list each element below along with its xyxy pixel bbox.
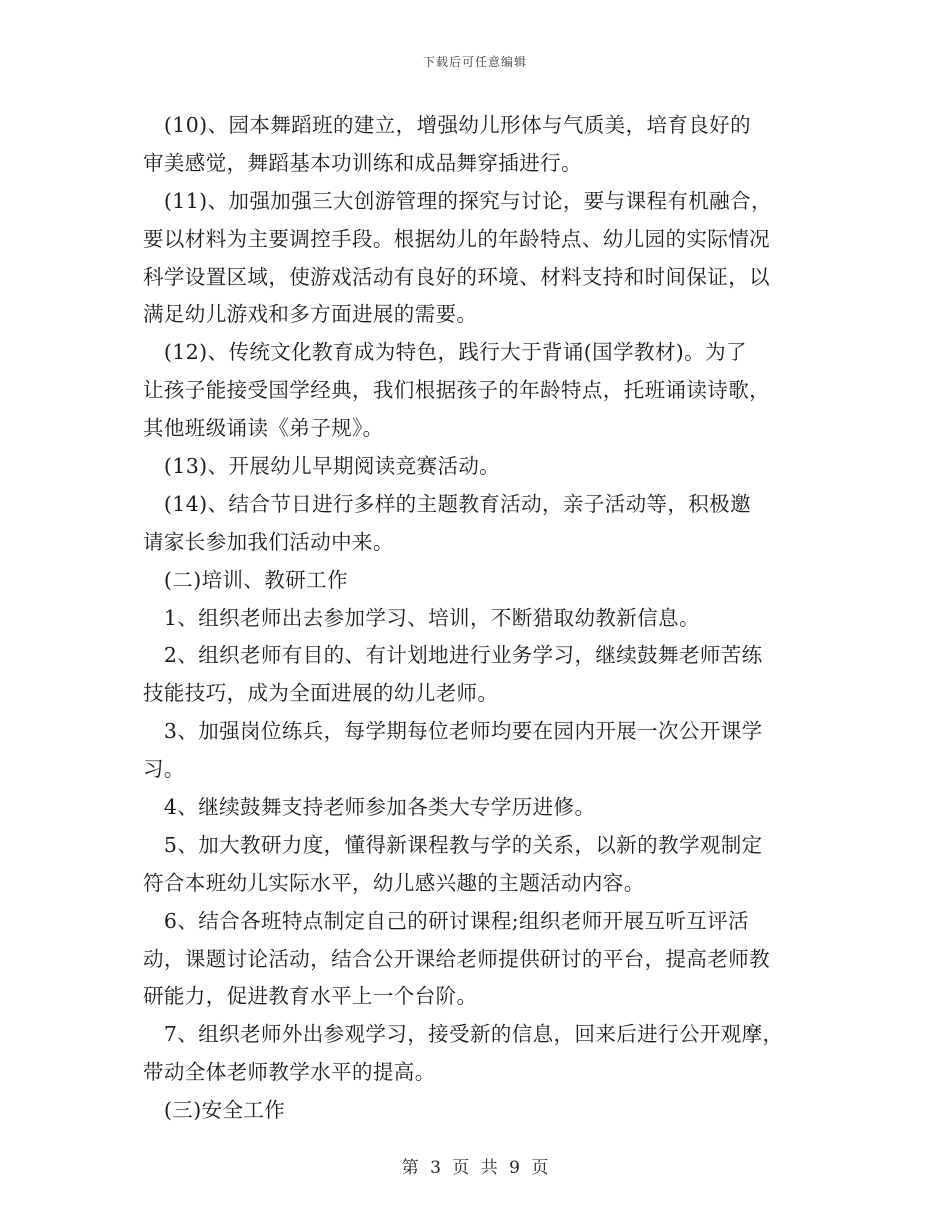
text-line: 习。 <box>143 757 185 782</box>
text-line: 其他班级诵读《弟子规》。 <box>143 416 384 441</box>
text-line: 7、组织老师外出参观学习，接受新的信息，回来后进行公开观摩， <box>143 1022 784 1047</box>
text-line: 要以材料为主要调控手段。根据幼儿的年龄特点、幼儿园的实际情况 <box>143 226 770 251</box>
text-line: 研能力，促进教育水平上一个台阶。 <box>143 984 478 1009</box>
text-line: 满足幼儿游戏和多方面进展的需要。 <box>143 302 478 327</box>
text-line: 1、组织老师出去参加学习、培训，不断猎取幼教新信息。 <box>143 605 700 630</box>
text-line: 5、加大教研力度，懂得新课程教与学的关系，以新的教学观制定 <box>143 832 763 857</box>
text-line: 2、组织老师有目的、有计划地进行业务学习，继续鼓舞老师苦练 <box>143 643 763 668</box>
page-header-note: 下载后可任意编辑 <box>422 55 527 69</box>
text-line: 带动全体老师教学水平的提高。 <box>143 1060 436 1085</box>
section-heading: (三)安全工作 <box>143 1098 286 1123</box>
text-line: (13)、开展幼儿早期阅读竞赛活动。 <box>143 454 501 479</box>
text-line: 符合本班幼儿实际水平，幼儿感兴趣的主题活动内容。 <box>143 870 645 895</box>
page-number-footer: 第 3 页 共 9 页 <box>401 1158 549 1178</box>
text-line: 技能技巧，成为全面进展的幼儿老师。 <box>143 681 499 706</box>
document-body <box>143 107 815 1130</box>
text-line: (11)、加强加强三大创游管理的探究与讨论，要与课程有机融合， <box>143 188 772 213</box>
section-heading: (二)培训、教研工作 <box>143 567 348 592</box>
text-line: 让孩子能接受国学经典，我们根据孩子的年龄特点，托班诵读诗歌， <box>143 378 770 403</box>
text-line: 审美感觉，舞蹈基本功训练和成品舞穿插进行。 <box>143 150 582 175</box>
text-line: 动，课题讨论活动，结合公开课给老师提供研讨的平台，提高老师教 <box>143 946 770 971</box>
text-line: (10)、园本舞蹈班的建立，增强幼儿形体与气质美，培育良好的 <box>143 113 751 137</box>
text-line: (12)、传统文化教育成为特色，践行大于背诵(国学教材)。为了 <box>143 340 747 365</box>
text-line: 请家长参加我们活动中来。 <box>143 529 394 554</box>
text-line: 3、加强岗位练兵，每学期每位老师均要在园内开展一次公开课学 <box>143 719 763 744</box>
text-line: 6、结合各班特点制定自己的研讨课程;组织老师开展互听互评活 <box>143 908 749 933</box>
text-line: 4、继续鼓舞支持老师参加各类大专学历进修。 <box>143 795 596 820</box>
text-line: 科学设置区域，使游戏活动有良好的环境、材料支持和时间保证，以 <box>143 264 770 289</box>
text-line: (14)、结合节日进行多样的主题教育活动，亲子活动等，积极邀 <box>143 491 751 516</box>
